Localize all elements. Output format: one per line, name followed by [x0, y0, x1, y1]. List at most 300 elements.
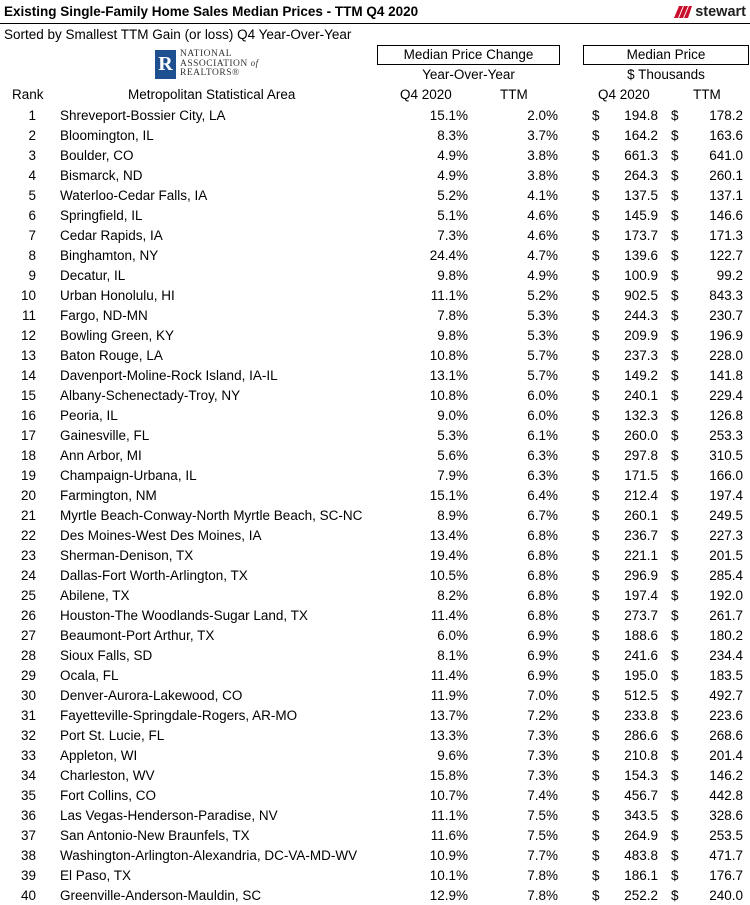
price-ttm-cell: 261.7: [709, 608, 743, 623]
table-row: [0, 427, 750, 447]
rank-cell: 30: [20, 688, 36, 703]
currency-symbol: $: [671, 108, 679, 123]
msa-cell: Fort Collins, CO: [60, 788, 157, 803]
ttm-change-cell: 6.8%: [527, 588, 558, 603]
currency-symbol: $: [592, 468, 600, 483]
price-q4-cell: 252.2: [624, 888, 658, 903]
table-row: [0, 827, 750, 847]
currency-symbol: $: [592, 648, 600, 663]
ttm-change-cell: 6.8%: [527, 548, 558, 563]
currency-symbol: $: [671, 548, 679, 563]
currency-symbol: $: [592, 108, 600, 123]
yoy-change-cell: 10.8%: [429, 388, 468, 403]
rank-cell: 15: [20, 388, 36, 403]
price-q4-cell: 456.7: [624, 788, 658, 803]
table-row: [0, 727, 750, 747]
price-ttm-cell: 99.2: [716, 268, 743, 283]
rank-cell: 40: [20, 888, 36, 903]
nar-wordmark: NATIONAL ASSOCIATION of REALTORS®: [180, 49, 259, 78]
currency-symbol: $: [592, 768, 600, 783]
price-ttm-cell: 843.3: [709, 288, 743, 303]
currency-symbol: $: [671, 608, 679, 623]
ttm-change-cell: 5.7%: [527, 368, 558, 383]
price-ttm-cell: 310.5: [709, 448, 743, 463]
ttm-change-cell: 6.1%: [527, 428, 558, 443]
price-ttm-cell: 122.7: [709, 248, 743, 263]
ttm-change-cell: 6.3%: [527, 448, 558, 463]
currency-symbol: $: [671, 888, 679, 903]
ttm-change-cell: 4.6%: [527, 228, 558, 243]
rank-cell: 36: [20, 808, 36, 823]
price-q4-cell: 240.1: [624, 388, 658, 403]
yoy-change-cell: 8.2%: [437, 588, 468, 603]
msa-cell: Waterloo-Cedar Falls, IA: [60, 188, 208, 203]
rank-cell: 35: [20, 788, 36, 803]
currency-symbol: $: [671, 768, 679, 783]
price-q4-cell: 343.5: [624, 808, 658, 823]
yoy-change-cell: 9.8%: [437, 268, 468, 283]
price-ttm-cell: 163.6: [709, 128, 743, 143]
currency-symbol: $: [671, 848, 679, 863]
yoy-change-cell: 7.9%: [437, 468, 468, 483]
rank-cell: 13: [20, 348, 36, 363]
currency-symbol: $: [592, 788, 600, 803]
ttm-change-cell: 6.8%: [527, 608, 558, 623]
msa-cell: Houston-The Woodlands-Sugar Land, TX: [60, 608, 308, 623]
msa-cell: Davenport-Moline-Rock Island, IA-IL: [60, 368, 278, 383]
msa-cell: Las Vegas-Henderson-Paradise, NV: [60, 808, 278, 823]
currency-symbol: $: [592, 728, 600, 743]
title-divider: [0, 23, 750, 24]
ttm-change-cell: 7.2%: [527, 708, 558, 723]
price-ttm-cell: 260.1: [709, 168, 743, 183]
msa-cell: Fayetteville-Springdale-Rogers, AR-MO: [60, 708, 298, 723]
price-q4-cell: 132.3: [624, 408, 658, 423]
yoy-change-cell: 15.1%: [429, 488, 468, 503]
price-q4-cell: 100.9: [624, 268, 658, 283]
yoy-change-cell: 8.9%: [437, 508, 468, 523]
col-header-price-ttm: TTM: [693, 87, 721, 102]
table-row: [0, 147, 750, 167]
currency-symbol: $: [592, 168, 600, 183]
col-header-msa: Metropolitan Statistical Area: [128, 87, 296, 102]
ttm-change-cell: 2.0%: [527, 108, 558, 123]
ttm-change-cell: 6.0%: [527, 408, 558, 423]
msa-cell: Greenville-Anderson-Mauldin, SC: [60, 888, 262, 903]
table-row: [0, 687, 750, 707]
currency-symbol: $: [671, 128, 679, 143]
currency-symbol: $: [592, 328, 600, 343]
currency-symbol: $: [592, 588, 600, 603]
price-change-title: Median Price Change: [377, 45, 560, 65]
currency-symbol: $: [592, 208, 600, 223]
table-row: [0, 127, 750, 147]
rank-cell: 5: [28, 188, 36, 203]
price-q4-cell: 171.5: [624, 468, 658, 483]
table-row: [0, 167, 750, 187]
price-q4-cell: 237.3: [624, 348, 658, 363]
currency-symbol: $: [671, 368, 679, 383]
currency-symbol: $: [671, 228, 679, 243]
currency-symbol: $: [592, 708, 600, 723]
currency-symbol: $: [671, 188, 679, 203]
table-row: [0, 307, 750, 327]
table-row: [0, 267, 750, 287]
yoy-change-cell: 13.4%: [429, 528, 468, 543]
yoy-change-cell: 10.5%: [429, 568, 468, 583]
yoy-change-cell: 12.9%: [429, 888, 468, 903]
price-q4-cell: 164.2: [624, 128, 658, 143]
yoy-change-cell: 7.8%: [437, 308, 468, 323]
median-price-title: Median Price: [583, 45, 749, 65]
msa-cell: Cedar Rapids, IA: [60, 228, 163, 243]
price-q4-cell: 236.7: [624, 528, 658, 543]
price-ttm-cell: 268.6: [709, 728, 743, 743]
yoy-change-cell: 10.8%: [429, 348, 468, 363]
ttm-change-cell: 3.7%: [527, 128, 558, 143]
msa-cell: Dallas-Fort Worth-Arlington, TX: [60, 568, 248, 583]
price-ttm-cell: 253.3: [709, 428, 743, 443]
currency-symbol: $: [592, 428, 600, 443]
price-ttm-cell: 223.6: [709, 708, 743, 723]
price-ttm-cell: 146.2: [709, 768, 743, 783]
currency-symbol: $: [592, 808, 600, 823]
rank-cell: 4: [28, 168, 36, 183]
currency-symbol: $: [671, 868, 679, 883]
price-q4-cell: 195.0: [624, 668, 658, 683]
table-row: [0, 847, 750, 867]
table-row: [0, 407, 750, 427]
price-q4-cell: 209.9: [624, 328, 658, 343]
table-row: [0, 527, 750, 547]
msa-cell: Binghamton, NY: [60, 248, 159, 263]
currency-symbol: $: [671, 748, 679, 763]
price-ttm-cell: 234.4: [709, 648, 743, 663]
table-row: [0, 187, 750, 207]
stewart-slash-icon: [674, 6, 692, 18]
currency-symbol: $: [671, 488, 679, 503]
table-row: [0, 787, 750, 807]
price-q4-cell: 137.5: [624, 188, 658, 203]
table-row: [0, 447, 750, 467]
price-ttm-cell: 171.3: [709, 228, 743, 243]
ttm-change-cell: 5.7%: [527, 348, 558, 363]
currency-symbol: $: [671, 448, 679, 463]
currency-symbol: $: [671, 668, 679, 683]
ttm-change-cell: 6.3%: [527, 468, 558, 483]
currency-symbol: $: [671, 628, 679, 643]
msa-cell: Champaign-Urbana, IL: [60, 468, 197, 483]
ttm-change-cell: 5.3%: [527, 308, 558, 323]
currency-symbol: $: [671, 788, 679, 803]
currency-symbol: $: [671, 828, 679, 843]
price-change-subtitle: Year-Over-Year: [422, 67, 515, 82]
price-ttm-cell: 492.7: [709, 688, 743, 703]
currency-symbol: $: [592, 348, 600, 363]
price-q4-cell: 210.8: [624, 748, 658, 763]
price-q4-cell: 233.8: [624, 708, 658, 723]
yoy-change-cell: 19.4%: [429, 548, 468, 563]
price-q4-cell: 264.9: [624, 828, 658, 843]
currency-symbol: $: [671, 808, 679, 823]
yoy-change-cell: 8.1%: [437, 648, 468, 663]
ttm-change-cell: 6.9%: [527, 668, 558, 683]
price-q4-cell: 902.5: [624, 288, 658, 303]
rank-cell: 27: [20, 628, 36, 643]
currency-symbol: $: [592, 628, 600, 643]
price-ttm-cell: 126.8: [709, 408, 743, 423]
ttm-change-cell: 7.8%: [527, 868, 558, 883]
nar-logo: [155, 50, 259, 79]
price-ttm-cell: 176.7: [709, 868, 743, 883]
yoy-change-cell: 5.6%: [437, 448, 468, 463]
price-ttm-cell: 141.8: [709, 368, 743, 383]
price-ttm-cell: 471.7: [709, 848, 743, 863]
stewart-wordmark: stewart: [695, 4, 746, 20]
rank-cell: 33: [20, 748, 36, 763]
ttm-change-cell: 7.3%: [527, 728, 558, 743]
currency-symbol: $: [671, 708, 679, 723]
currency-symbol: $: [592, 548, 600, 563]
ttm-change-cell: 7.0%: [527, 688, 558, 703]
rank-cell: 12: [20, 328, 36, 343]
price-q4-cell: 286.6: [624, 728, 658, 743]
currency-symbol: $: [671, 588, 679, 603]
msa-cell: Abilene, TX: [60, 588, 130, 603]
currency-symbol: $: [671, 288, 679, 303]
rank-cell: 24: [20, 568, 36, 583]
msa-cell: Appleton, WI: [60, 748, 138, 763]
currency-symbol: $: [671, 688, 679, 703]
rank-cell: 28: [20, 648, 36, 663]
currency-symbol: $: [592, 308, 600, 323]
msa-cell: Urban Honolulu, HI: [60, 288, 175, 303]
data-table: [0, 107, 750, 905]
ttm-change-cell: 7.3%: [527, 768, 558, 783]
ttm-change-cell: 4.9%: [527, 268, 558, 283]
price-ttm-cell: 196.9: [709, 328, 743, 343]
yoy-change-cell: 9.8%: [437, 328, 468, 343]
rank-cell: 34: [20, 768, 36, 783]
price-ttm-cell: 442.8: [709, 788, 743, 803]
currency-symbol: $: [671, 208, 679, 223]
table-row: [0, 867, 750, 887]
currency-symbol: $: [671, 408, 679, 423]
msa-cell: Des Moines-West Des Moines, IA: [60, 528, 262, 543]
table-row: [0, 387, 750, 407]
ttm-change-cell: 6.9%: [527, 628, 558, 643]
realtor-r-icon: R: [155, 50, 176, 79]
price-ttm-cell: 178.2: [709, 108, 743, 123]
table-row: [0, 587, 750, 607]
currency-symbol: $: [592, 848, 600, 863]
rank-cell: 10: [20, 288, 36, 303]
currency-symbol: $: [592, 608, 600, 623]
msa-cell: Beaumont-Port Arthur, TX: [60, 628, 215, 643]
currency-symbol: $: [592, 508, 600, 523]
rank-cell: 20: [20, 488, 36, 503]
price-ttm-cell: 201.4: [709, 748, 743, 763]
currency-symbol: $: [592, 268, 600, 283]
msa-cell: Sherman-Denison, TX: [60, 548, 194, 563]
msa-cell: Sioux Falls, SD: [60, 648, 153, 663]
col-header-ttm: TTM: [500, 87, 528, 102]
median-price-subtitle: $ Thousands: [627, 67, 705, 82]
table-row: [0, 287, 750, 307]
rank-cell: 37: [20, 828, 36, 843]
currency-symbol: $: [592, 868, 600, 883]
rank-cell: 21: [20, 508, 36, 523]
yoy-change-cell: 4.9%: [437, 148, 468, 163]
rank-cell: 16: [20, 408, 36, 423]
yoy-change-cell: 11.9%: [430, 688, 468, 703]
yoy-change-cell: 11.6%: [430, 828, 468, 843]
msa-cell: Shreveport-Bossier City, LA: [60, 108, 226, 123]
currency-symbol: $: [592, 568, 600, 583]
currency-symbol: $: [671, 268, 679, 283]
ttm-change-cell: 7.5%: [527, 808, 558, 823]
median-price-group: [583, 45, 749, 85]
table-row: [0, 367, 750, 387]
price-q4-cell: 260.0: [624, 428, 658, 443]
msa-cell: Fargo, ND-MN: [60, 308, 148, 323]
yoy-change-cell: 10.1%: [429, 868, 468, 883]
currency-symbol: $: [592, 408, 600, 423]
price-ttm-cell: 166.0: [709, 468, 743, 483]
rank-cell: 18: [20, 448, 36, 463]
rank-cell: 7: [28, 228, 36, 243]
yoy-change-cell: 13.1%: [429, 368, 468, 383]
msa-cell: Bismarck, ND: [60, 168, 143, 183]
ttm-change-cell: 7.8%: [527, 888, 558, 903]
currency-symbol: $: [671, 528, 679, 543]
price-ttm-cell: 146.6: [709, 208, 743, 223]
currency-symbol: $: [592, 488, 600, 503]
currency-symbol: $: [592, 288, 600, 303]
currency-symbol: $: [671, 308, 679, 323]
table-row: [0, 227, 750, 247]
rank-cell: 17: [20, 428, 36, 443]
rank-cell: 9: [28, 268, 36, 283]
table-row: [0, 107, 750, 127]
msa-cell: Baton Rouge, LA: [60, 348, 163, 363]
yoy-change-cell: 7.3%: [437, 228, 468, 243]
yoy-change-cell: 5.1%: [437, 208, 468, 223]
rank-cell: 23: [20, 548, 36, 563]
table-row: [0, 327, 750, 347]
currency-symbol: $: [592, 448, 600, 463]
currency-symbol: $: [671, 248, 679, 263]
yoy-change-cell: 9.0%: [437, 408, 468, 423]
price-q4-cell: 194.8: [624, 108, 658, 123]
yoy-change-cell: 5.2%: [437, 188, 468, 203]
price-ttm-cell: 230.7: [709, 308, 743, 323]
price-q4-cell: 139.6: [624, 248, 658, 263]
col-header-yoy: Q4 2020: [400, 87, 452, 102]
table-row: [0, 807, 750, 827]
msa-cell: Ocala, FL: [60, 668, 119, 683]
currency-symbol: $: [671, 328, 679, 343]
stewart-logo: [674, 4, 746, 20]
ttm-change-cell: 7.3%: [527, 748, 558, 763]
price-ttm-cell: 137.1: [709, 188, 743, 203]
price-ttm-cell: 192.0: [709, 588, 743, 603]
price-ttm-cell: 183.5: [709, 668, 743, 683]
price-ttm-cell: 641.0: [709, 148, 743, 163]
currency-symbol: $: [592, 668, 600, 683]
msa-cell: Springfield, IL: [60, 208, 143, 223]
yoy-change-cell: 5.3%: [437, 428, 468, 443]
table-row: [0, 247, 750, 267]
yoy-change-cell: 15.1%: [429, 108, 468, 123]
msa-cell: El Paso, TX: [60, 868, 132, 883]
price-q4-cell: 297.8: [624, 448, 658, 463]
ttm-change-cell: 6.0%: [527, 388, 558, 403]
msa-cell: Decatur, IL: [60, 268, 126, 283]
price-ttm-cell: 253.5: [709, 828, 743, 843]
price-ttm-cell: 229.4: [709, 388, 743, 403]
price-q4-cell: 188.6: [624, 628, 658, 643]
msa-cell: Myrtle Beach-Conway-North Myrtle Beach, SC-NC: [60, 508, 363, 523]
rank-cell: 19: [20, 468, 36, 483]
ttm-change-cell: 4.1%: [527, 188, 558, 203]
ttm-change-cell: 6.9%: [527, 648, 558, 663]
ttm-change-cell: 6.8%: [527, 528, 558, 543]
currency-symbol: $: [592, 228, 600, 243]
price-q4-cell: 260.1: [624, 508, 658, 523]
price-q4-cell: 244.3: [624, 308, 658, 323]
report-title: Existing Single-Family Home Sales Median Prices - TTM Q4 2020: [4, 4, 419, 19]
yoy-change-cell: 24.4%: [429, 248, 468, 263]
ttm-change-cell: 7.7%: [527, 848, 558, 863]
currency-symbol: $: [592, 828, 600, 843]
rank-cell: 39: [20, 868, 36, 883]
currency-symbol: $: [671, 168, 679, 183]
yoy-change-cell: 9.6%: [437, 748, 468, 763]
table-row: [0, 547, 750, 567]
rank-cell: 38: [20, 848, 36, 863]
table-row: [0, 767, 750, 787]
currency-symbol: $: [592, 888, 600, 903]
col-header-rank: Rank: [12, 87, 44, 102]
msa-cell: Port St. Lucie, FL: [60, 728, 165, 743]
yoy-change-cell: 11.1%: [430, 808, 468, 823]
report-subtitle: Sorted by Smallest TTM Gain (or loss) Q4 Year-Over-Year: [4, 27, 352, 42]
rank-cell: 25: [20, 588, 36, 603]
price-change-group: [377, 45, 560, 85]
currency-symbol: $: [592, 688, 600, 703]
yoy-change-cell: 15.8%: [429, 768, 468, 783]
rank-cell: 32: [20, 728, 36, 743]
currency-symbol: $: [592, 388, 600, 403]
ttm-change-cell: 6.4%: [527, 488, 558, 503]
price-q4-cell: 173.7: [624, 228, 658, 243]
price-q4-cell: 512.5: [624, 688, 658, 703]
ttm-change-cell: 7.5%: [527, 828, 558, 843]
currency-symbol: $: [671, 468, 679, 483]
rank-cell: 26: [20, 608, 36, 623]
price-q4-cell: 241.6: [624, 648, 658, 663]
currency-symbol: $: [592, 188, 600, 203]
price-q4-cell: 221.1: [624, 548, 658, 563]
price-ttm-cell: 249.5: [709, 508, 743, 523]
yoy-change-cell: 13.7%: [429, 708, 468, 723]
table-row: [0, 607, 750, 627]
price-ttm-cell: 197.4: [709, 488, 743, 503]
msa-cell: Denver-Aurora-Lakewood, CO: [60, 688, 243, 703]
currency-symbol: $: [671, 648, 679, 663]
yoy-change-cell: 13.3%: [429, 728, 468, 743]
